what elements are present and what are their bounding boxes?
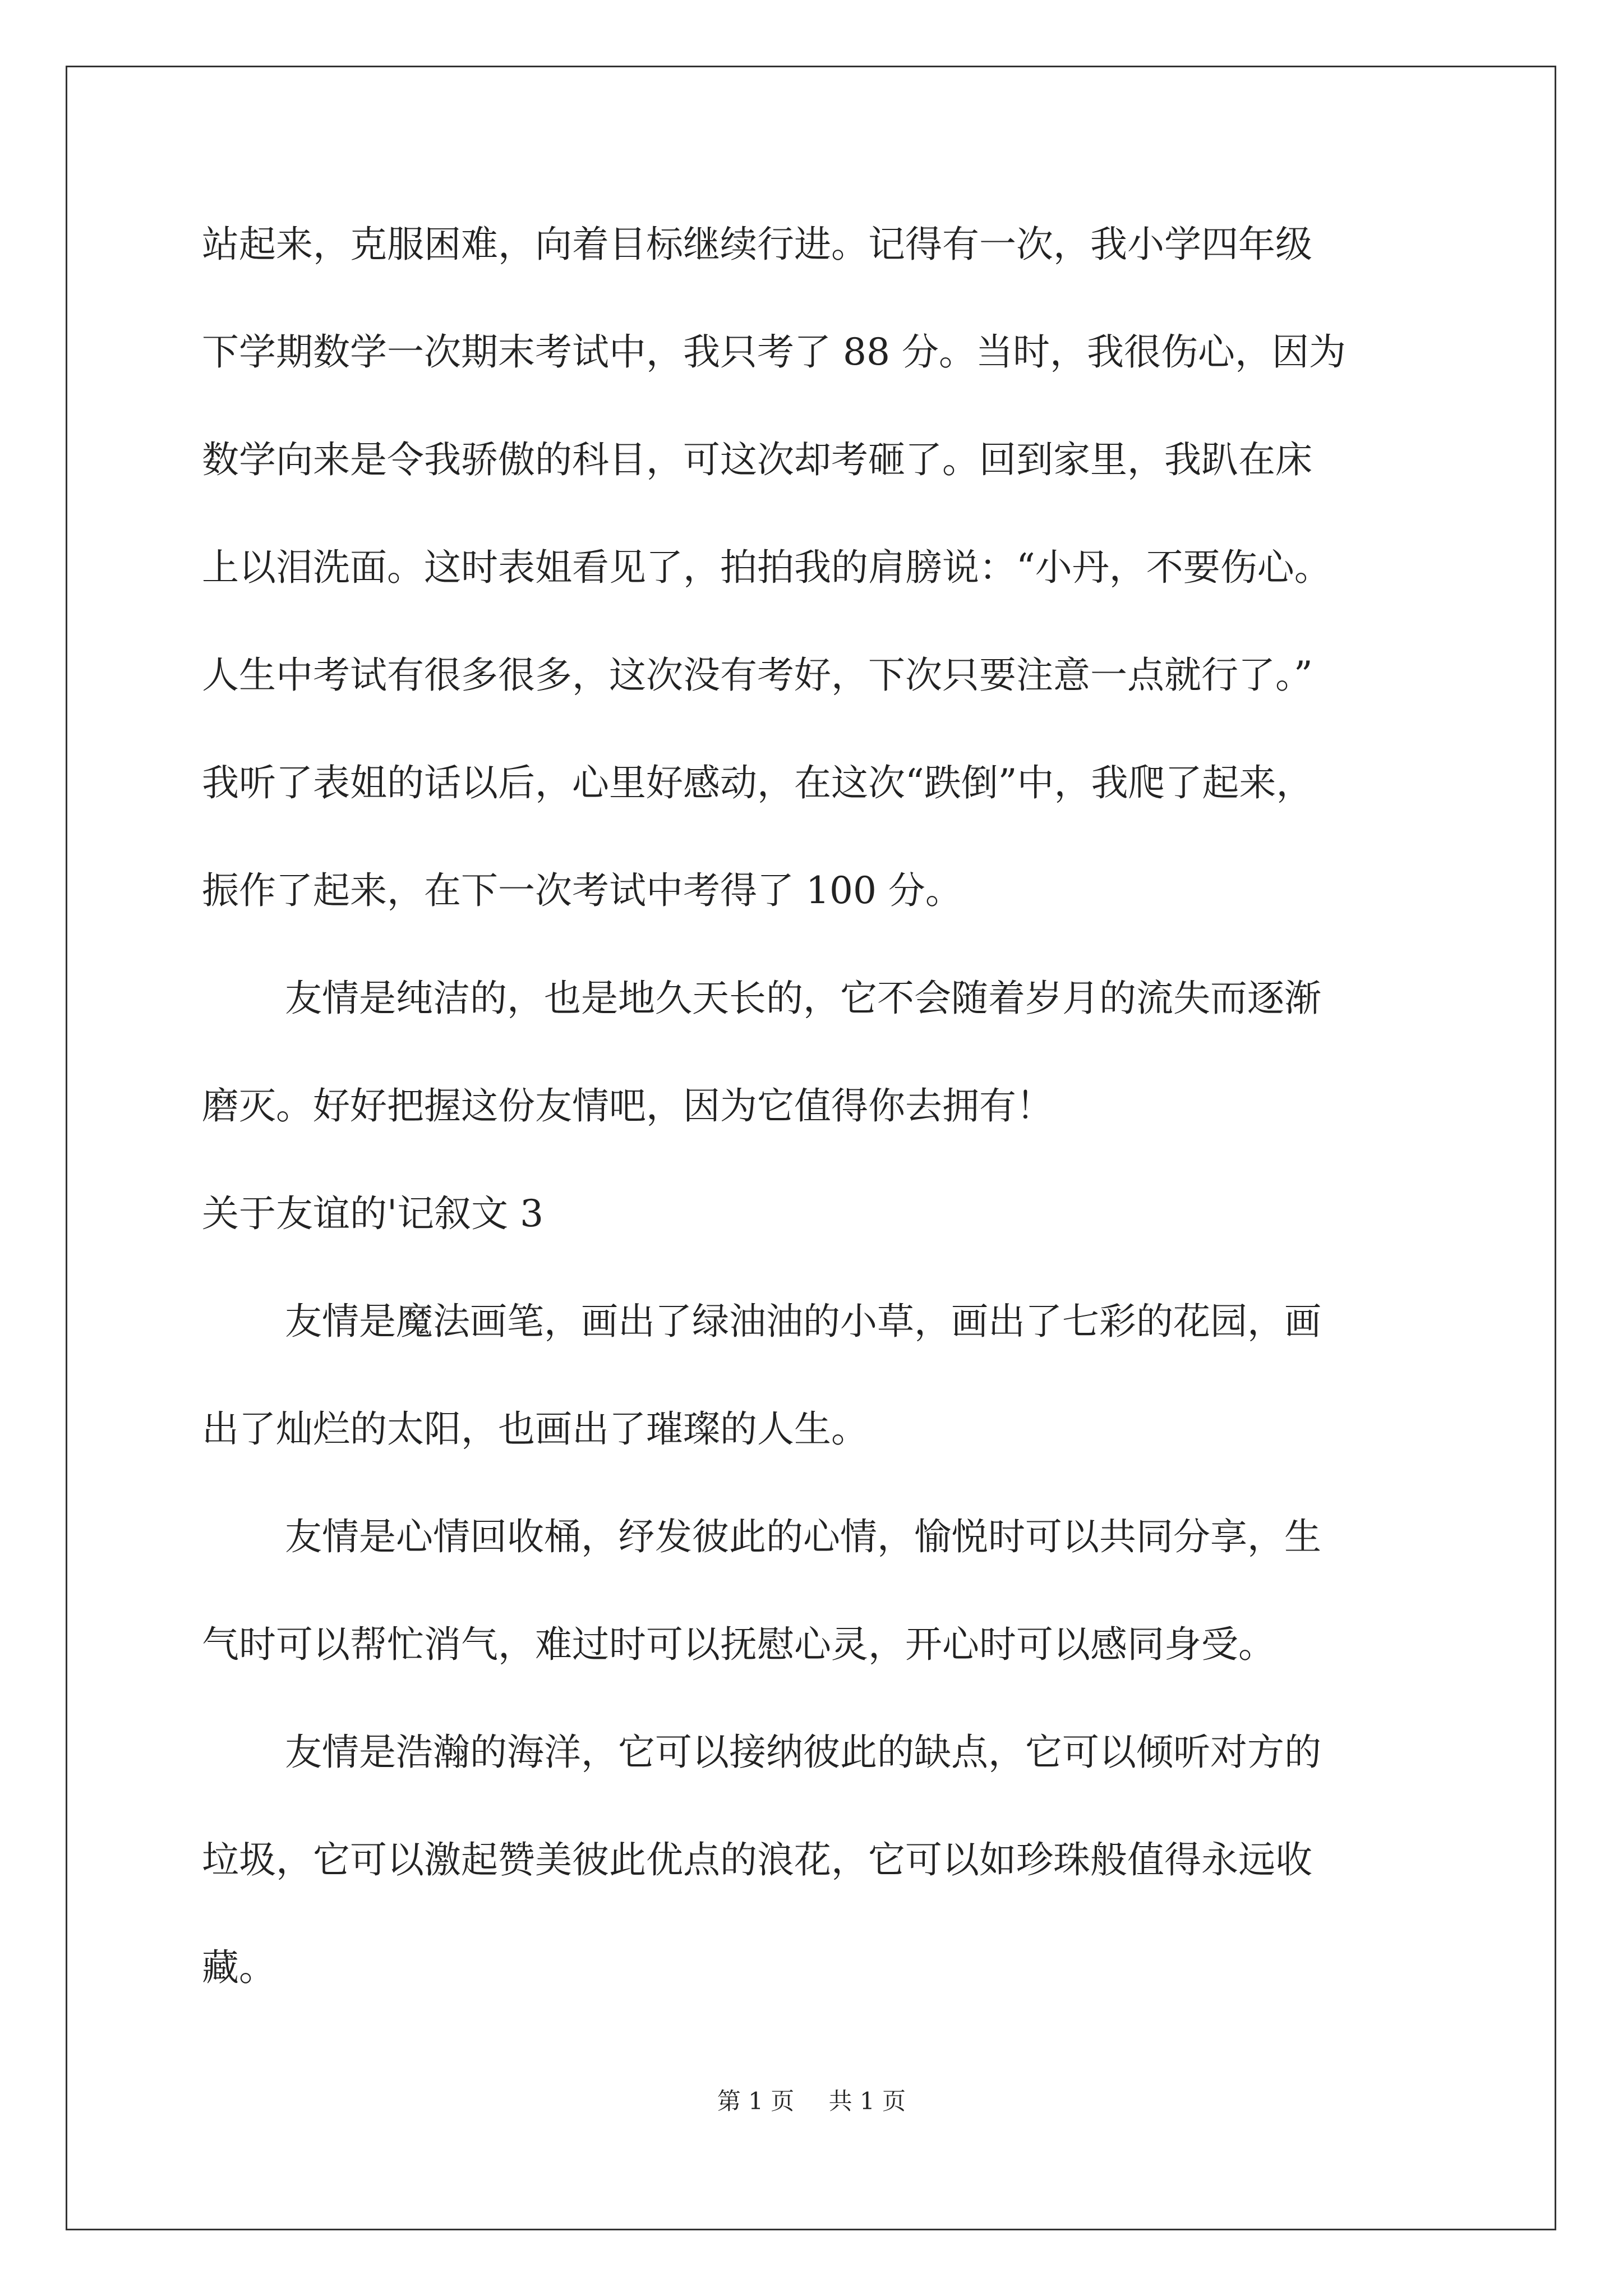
section-heading: 关于友谊的'记叙文 3	[202, 1192, 544, 1235]
page-number: 第 1 页	[717, 2087, 795, 2115]
text-line-4: 上以泪洗面。这时表姐看见了，拍拍我的肩膀说：“小丹，不要伤心。	[202, 546, 1331, 589]
document-body	[202, 191, 1436, 2022]
page-footer	[0, 2085, 1623, 2118]
text-line-5: 人生中考试有很多很多，这次没有考好，下次只要注意一点就行了。”	[202, 654, 1313, 697]
text-line-12: 出了灿烂的太阳，也画出了璀璨的人生。	[202, 1407, 868, 1451]
text-line-6: 我听了表姐的话以后，心里好感动，在这次“跌倒”中，我爬了起来，	[202, 761, 1313, 804]
text-line-17: 藏。	[202, 1946, 276, 1989]
text-line-1: 站起来，克服困难，向着目标继续行进。记得有一次，我小学四年级	[202, 223, 1312, 266]
text-line-15: 友情是浩瀚的海洋，它可以接纳彼此的缺点，它可以倾听对方的	[285, 1731, 1321, 1774]
text-line-8: 友情是纯洁的，也是地久天长的，它不会随着岁月的流失而逐渐	[285, 977, 1321, 1020]
text-line-2: 下学期数学一次期末考试中，我只考了 88 分。当时，我很伤心，因为	[202, 330, 1346, 374]
page-total: 共 1 页	[828, 2087, 906, 2115]
text-line-13: 友情是心情回收桶，纾发彼此的心情，愉悦时可以共同分享，生	[285, 1515, 1321, 1558]
text-line-3: 数学向来是令我骄傲的科目，可这次却考砸了。回到家里，我趴在床	[202, 438, 1312, 481]
text-line-14: 气时可以帮忙消气，难过时可以抚慰心灵，开心时可以感同身受。	[202, 1623, 1275, 1666]
text-line-9: 磨灭。好好把握这份友情吧，因为它值得你去拥有！	[202, 1084, 1053, 1128]
text-line-11: 友情是魔法画笔，画出了绿油油的小草，画出了七彩的花园，画	[285, 1300, 1321, 1343]
text-line-16: 垃圾，它可以激起赞美彼此优点的浪花，它可以如珍珠般值得永远收	[202, 1838, 1312, 1881]
text-line-7: 振作了起来，在下一次考试中考得了 100 分。	[202, 869, 962, 912]
